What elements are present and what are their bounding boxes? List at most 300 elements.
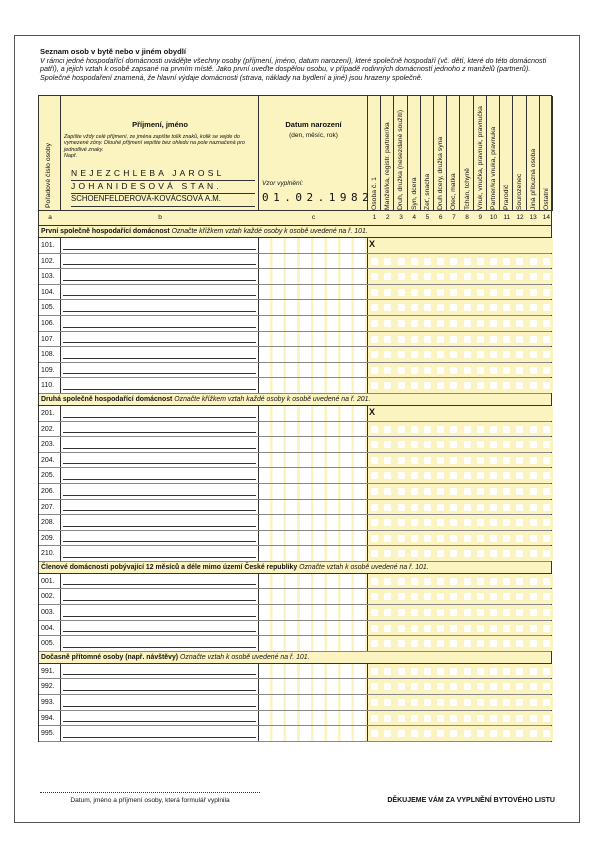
relation-checkbox[interactable] xyxy=(530,504,537,511)
relation-checkbox[interactable] xyxy=(398,457,405,464)
birthdate-field[interactable] xyxy=(259,453,368,468)
relation-checkbox[interactable] xyxy=(371,457,378,464)
relation-checkbox[interactable] xyxy=(516,367,523,374)
relation-checkbox[interactable] xyxy=(398,367,405,374)
relation-checkbox[interactable] xyxy=(411,367,418,374)
relation-checkbox[interactable] xyxy=(450,535,457,542)
relation-checkbox[interactable] xyxy=(530,367,537,374)
relation-checkbox[interactable] xyxy=(424,593,431,600)
relation-checkbox[interactable] xyxy=(450,320,457,327)
relation-checkbox[interactable] xyxy=(371,336,378,343)
relation-checkbox[interactable] xyxy=(543,273,550,280)
relation-checkbox[interactable] xyxy=(411,504,418,511)
birthdate-field[interactable] xyxy=(259,621,368,636)
birthdate-field[interactable] xyxy=(259,679,368,694)
relation-checkbox[interactable] xyxy=(503,258,510,265)
name-field[interactable] xyxy=(61,406,259,421)
relation-checkbox[interactable] xyxy=(411,683,418,690)
relation-checkbox[interactable] xyxy=(516,683,523,690)
relation-checkbox[interactable] xyxy=(411,519,418,526)
relation-checkbox[interactable] xyxy=(464,668,471,675)
relation-checkbox[interactable] xyxy=(530,699,537,706)
relation-checkbox[interactable] xyxy=(424,351,431,358)
relation-checkbox[interactable] xyxy=(450,668,457,675)
relation-checkbox[interactable] xyxy=(411,382,418,389)
relation-checkbox[interactable] xyxy=(464,699,471,706)
relation-checkbox[interactable] xyxy=(411,336,418,343)
relation-checkbox[interactable] xyxy=(477,289,484,296)
name-field[interactable] xyxy=(61,332,259,347)
relation-checkbox[interactable] xyxy=(464,382,471,389)
relation-checkbox[interactable] xyxy=(437,668,444,675)
relation-checkbox[interactable] xyxy=(530,668,537,675)
relation-checkbox[interactable] xyxy=(490,320,497,327)
relation-checkbox[interactable] xyxy=(371,535,378,542)
relation-checkbox[interactable] xyxy=(384,535,391,542)
name-field[interactable] xyxy=(61,636,259,651)
relation-checkbox[interactable] xyxy=(437,441,444,448)
relation-checkbox[interactable] xyxy=(490,609,497,616)
relation-checkbox[interactable] xyxy=(437,258,444,265)
relation-checkbox[interactable] xyxy=(530,550,537,557)
relation-checkbox[interactable] xyxy=(516,519,523,526)
name-field[interactable] xyxy=(61,621,259,636)
relation-checkbox[interactable] xyxy=(543,289,550,296)
relation-checkbox[interactable] xyxy=(437,382,444,389)
name-field[interactable] xyxy=(61,437,259,452)
relation-checkbox[interactable] xyxy=(516,382,523,389)
relation-checkbox[interactable] xyxy=(477,699,484,706)
relation-checkbox[interactable] xyxy=(424,609,431,616)
relation-checkbox[interactable] xyxy=(398,640,405,647)
relation-checkbox[interactable] xyxy=(384,367,391,374)
relation-checkbox[interactable] xyxy=(371,640,378,647)
relation-checkbox[interactable] xyxy=(437,550,444,557)
relation-checkbox[interactable] xyxy=(384,683,391,690)
relation-checkbox[interactable] xyxy=(530,683,537,690)
birthdate-field[interactable] xyxy=(259,437,368,452)
relation-checkbox[interactable] xyxy=(530,304,537,311)
relation-checkbox[interactable] xyxy=(371,683,378,690)
relation-checkbox[interactable] xyxy=(490,578,497,585)
relation-checkbox[interactable] xyxy=(503,683,510,690)
relation-checkbox[interactable] xyxy=(437,625,444,632)
birthdate-field[interactable] xyxy=(259,664,368,679)
relation-checkbox[interactable] xyxy=(490,382,497,389)
relation-checkbox[interactable] xyxy=(516,668,523,675)
relation-checkbox[interactable] xyxy=(437,367,444,374)
relation-checkbox[interactable] xyxy=(464,593,471,600)
relation-checkbox[interactable] xyxy=(437,351,444,358)
relation-checkbox[interactable] xyxy=(543,535,550,542)
relation-checkbox[interactable] xyxy=(490,289,497,296)
relation-checkbox[interactable] xyxy=(371,426,378,433)
relation-checkbox[interactable] xyxy=(424,457,431,464)
relation-checkbox[interactable] xyxy=(371,593,378,600)
relation-checkbox[interactable] xyxy=(516,320,523,327)
relation-checkbox[interactable] xyxy=(477,304,484,311)
relation-checkbox[interactable] xyxy=(398,578,405,585)
relation-checkbox[interactable] xyxy=(503,472,510,479)
relation-checkbox[interactable] xyxy=(437,320,444,327)
relation-checkbox[interactable] xyxy=(503,550,510,557)
relation-checkbox[interactable] xyxy=(543,640,550,647)
relation-checkbox[interactable] xyxy=(437,488,444,495)
name-field[interactable] xyxy=(61,711,259,726)
relation-checkbox[interactable] xyxy=(464,258,471,265)
relation-checkbox[interactable] xyxy=(450,625,457,632)
relation-checkbox[interactable] xyxy=(411,593,418,600)
relation-checkbox[interactable] xyxy=(424,683,431,690)
relation-checkbox[interactable] xyxy=(437,578,444,585)
relation-checkbox[interactable] xyxy=(477,609,484,616)
relation-checkbox[interactable] xyxy=(450,441,457,448)
relation-checkbox[interactable] xyxy=(437,640,444,647)
relation-checkbox[interactable] xyxy=(384,258,391,265)
relation-checkbox[interactable] xyxy=(450,730,457,737)
relation-checkbox[interactable] xyxy=(384,273,391,280)
relation-checkbox[interactable] xyxy=(543,472,550,479)
relation-checkbox[interactable] xyxy=(450,426,457,433)
relation-checkbox[interactable] xyxy=(437,457,444,464)
relation-checkbox[interactable] xyxy=(464,730,471,737)
relation-checkbox[interactable] xyxy=(398,258,405,265)
relation-checkbox[interactable] xyxy=(411,273,418,280)
relation-checkbox[interactable] xyxy=(384,441,391,448)
relation-checkbox[interactable] xyxy=(490,715,497,722)
relation-checkbox[interactable] xyxy=(411,668,418,675)
relation-checkbox[interactable] xyxy=(424,640,431,647)
relation-checkbox[interactable] xyxy=(530,488,537,495)
relation-checkbox[interactable] xyxy=(411,289,418,296)
relation-checkbox[interactable] xyxy=(411,640,418,647)
relation-checkbox[interactable] xyxy=(424,472,431,479)
relation-checkbox[interactable] xyxy=(384,640,391,647)
relation-checkbox[interactable] xyxy=(384,668,391,675)
relation-checkbox[interactable] xyxy=(464,426,471,433)
relation-checkbox[interactable] xyxy=(530,289,537,296)
birthdate-field[interactable] xyxy=(259,378,368,393)
relation-checkbox[interactable] xyxy=(503,273,510,280)
relation-checkbox[interactable] xyxy=(543,320,550,327)
relation-checkbox[interactable] xyxy=(398,625,405,632)
relation-checkbox[interactable] xyxy=(450,273,457,280)
relation-checkbox[interactable] xyxy=(437,609,444,616)
birthdate-field[interactable] xyxy=(259,589,368,604)
relation-checkbox[interactable] xyxy=(516,426,523,433)
relation-checkbox[interactable] xyxy=(543,625,550,632)
relation-checkbox[interactable] xyxy=(398,550,405,557)
relation-checkbox[interactable] xyxy=(384,457,391,464)
relation-checkbox[interactable] xyxy=(371,715,378,722)
relation-checkbox[interactable] xyxy=(398,441,405,448)
relation-checkbox[interactable] xyxy=(424,289,431,296)
birthdate-field[interactable] xyxy=(259,347,368,362)
birthdate-field[interactable] xyxy=(259,238,368,253)
relation-checkbox[interactable] xyxy=(490,730,497,737)
birthdate-field[interactable] xyxy=(259,695,368,710)
relation-checkbox[interactable] xyxy=(543,668,550,675)
relation-checkbox[interactable] xyxy=(530,715,537,722)
relation-checkbox[interactable] xyxy=(450,683,457,690)
relation-checkbox[interactable] xyxy=(543,593,550,600)
relation-checkbox[interactable] xyxy=(530,382,537,389)
relation-checkbox[interactable] xyxy=(450,578,457,585)
name-field[interactable] xyxy=(61,269,259,284)
relation-checkbox[interactable] xyxy=(516,441,523,448)
relation-checkbox[interactable] xyxy=(384,593,391,600)
relation-checkbox[interactable] xyxy=(424,699,431,706)
relation-checkbox[interactable] xyxy=(516,488,523,495)
relation-checkbox[interactable] xyxy=(543,367,550,374)
relation-checkbox[interactable] xyxy=(503,535,510,542)
relation-checkbox[interactable] xyxy=(530,457,537,464)
relation-checkbox[interactable] xyxy=(384,504,391,511)
relation-checkbox[interactable] xyxy=(516,625,523,632)
relation-checkbox[interactable] xyxy=(543,426,550,433)
relation-checkbox[interactable] xyxy=(450,519,457,526)
relation-checkbox[interactable] xyxy=(398,609,405,616)
relation-checkbox[interactable] xyxy=(490,625,497,632)
relation-checkbox[interactable] xyxy=(477,336,484,343)
name-field[interactable] xyxy=(61,453,259,468)
relation-checkbox[interactable] xyxy=(516,535,523,542)
relation-checkbox[interactable] xyxy=(490,668,497,675)
relation-checkbox[interactable] xyxy=(424,258,431,265)
name-field[interactable] xyxy=(61,500,259,515)
relation-checkbox[interactable] xyxy=(464,441,471,448)
relation-checkbox[interactable] xyxy=(503,382,510,389)
relation-checkbox[interactable] xyxy=(384,730,391,737)
relation-checkbox[interactable] xyxy=(464,457,471,464)
relation-checkbox[interactable] xyxy=(530,625,537,632)
relation-checkbox[interactable] xyxy=(477,441,484,448)
relation-checkbox[interactable] xyxy=(516,304,523,311)
relation-checkbox[interactable] xyxy=(437,426,444,433)
relation-checkbox[interactable] xyxy=(490,258,497,265)
relation-checkbox[interactable] xyxy=(503,304,510,311)
birthdate-field[interactable] xyxy=(259,300,368,315)
relation-checkbox[interactable] xyxy=(530,426,537,433)
name-field[interactable] xyxy=(61,605,259,620)
relation-checkbox[interactable] xyxy=(437,304,444,311)
relation-checkbox[interactable] xyxy=(384,289,391,296)
relation-checkbox[interactable] xyxy=(424,273,431,280)
relation-checkbox[interactable] xyxy=(543,683,550,690)
relation-checkbox[interactable] xyxy=(490,488,497,495)
relation-checkbox[interactable] xyxy=(371,320,378,327)
relation-checkbox[interactable] xyxy=(464,625,471,632)
relation-checkbox[interactable] xyxy=(503,457,510,464)
relation-checkbox[interactable] xyxy=(490,550,497,557)
relation-checkbox[interactable] xyxy=(464,640,471,647)
relation-checkbox[interactable] xyxy=(464,273,471,280)
relation-checkbox[interactable] xyxy=(543,519,550,526)
relation-checkbox[interactable] xyxy=(398,668,405,675)
relation-checkbox[interactable] xyxy=(411,625,418,632)
relation-checkbox[interactable] xyxy=(384,472,391,479)
relation-checkbox[interactable] xyxy=(384,382,391,389)
relation-checkbox[interactable] xyxy=(437,699,444,706)
birthdate-field[interactable] xyxy=(259,726,368,741)
relation-checkbox[interactable] xyxy=(437,472,444,479)
relation-checkbox[interactable] xyxy=(490,504,497,511)
birthdate-field[interactable] xyxy=(259,406,368,421)
name-field[interactable] xyxy=(61,422,259,437)
relation-checkbox[interactable] xyxy=(384,715,391,722)
relation-checkbox[interactable] xyxy=(411,550,418,557)
relation-checkbox[interactable] xyxy=(398,304,405,311)
relation-checkbox[interactable] xyxy=(424,426,431,433)
relation-checkbox[interactable] xyxy=(371,578,378,585)
relation-checkbox[interactable] xyxy=(477,504,484,511)
relation-checkbox[interactable] xyxy=(490,304,497,311)
relation-checkbox[interactable] xyxy=(490,273,497,280)
relation-checkbox[interactable] xyxy=(530,578,537,585)
relation-checkbox[interactable] xyxy=(450,609,457,616)
relation-checkbox[interactable] xyxy=(398,699,405,706)
relation-checkbox[interactable] xyxy=(424,715,431,722)
name-field[interactable] xyxy=(61,316,259,331)
relation-checkbox[interactable] xyxy=(411,304,418,311)
name-field[interactable] xyxy=(61,238,259,253)
relation-checkbox[interactable] xyxy=(464,336,471,343)
relation-checkbox[interactable] xyxy=(450,336,457,343)
relation-checkbox[interactable] xyxy=(477,351,484,358)
relation-checkbox[interactable] xyxy=(530,593,537,600)
name-field[interactable] xyxy=(61,589,259,604)
relation-checkbox[interactable] xyxy=(464,504,471,511)
relation-checkbox[interactable] xyxy=(411,258,418,265)
relation-checkbox[interactable] xyxy=(516,715,523,722)
relation-checkbox[interactable] xyxy=(411,426,418,433)
birthdate-field[interactable] xyxy=(259,363,368,378)
relation-checkbox[interactable] xyxy=(530,640,537,647)
relation-checkbox[interactable] xyxy=(464,289,471,296)
relation-checkbox[interactable] xyxy=(503,351,510,358)
relation-checkbox[interactable] xyxy=(371,289,378,296)
relation-checkbox[interactable] xyxy=(384,488,391,495)
relation-checkbox[interactable] xyxy=(398,519,405,526)
relation-checkbox[interactable] xyxy=(543,578,550,585)
relation-checkbox[interactable] xyxy=(490,683,497,690)
relation-checkbox[interactable] xyxy=(464,609,471,616)
name-field[interactable] xyxy=(61,347,259,362)
name-field[interactable] xyxy=(61,664,259,679)
relation-checkbox[interactable] xyxy=(384,699,391,706)
relation-checkbox[interactable] xyxy=(398,504,405,511)
relation-checkbox[interactable] xyxy=(543,382,550,389)
relation-checkbox[interactable] xyxy=(371,550,378,557)
relation-checkbox[interactable] xyxy=(477,715,484,722)
birthdate-field[interactable] xyxy=(259,285,368,300)
name-field[interactable] xyxy=(61,546,259,561)
relation-checkbox[interactable] xyxy=(450,699,457,706)
relation-checkbox[interactable] xyxy=(371,625,378,632)
relation-checkbox[interactable] xyxy=(384,320,391,327)
relation-checkbox[interactable] xyxy=(477,668,484,675)
relation-checkbox[interactable] xyxy=(503,426,510,433)
name-field[interactable] xyxy=(61,695,259,710)
relation-checkbox[interactable] xyxy=(371,382,378,389)
relation-checkbox[interactable] xyxy=(437,336,444,343)
relation-checkbox[interactable] xyxy=(411,699,418,706)
relation-checkbox[interactable] xyxy=(464,320,471,327)
birthdate-field[interactable] xyxy=(259,332,368,347)
relation-checkbox[interactable] xyxy=(503,336,510,343)
relation-checkbox[interactable] xyxy=(516,336,523,343)
relation-checkbox[interactable] xyxy=(371,668,378,675)
relation-checkbox[interactable] xyxy=(437,730,444,737)
relation-checkbox[interactable] xyxy=(424,578,431,585)
birthdate-field[interactable] xyxy=(259,636,368,651)
relation-checkbox[interactable] xyxy=(371,519,378,526)
relation-checkbox[interactable] xyxy=(450,488,457,495)
relation-checkbox[interactable] xyxy=(424,625,431,632)
relation-checkbox[interactable] xyxy=(516,457,523,464)
relation-checkbox[interactable] xyxy=(398,273,405,280)
relation-checkbox[interactable] xyxy=(477,382,484,389)
relation-checkbox[interactable] xyxy=(398,715,405,722)
relation-checkbox[interactable] xyxy=(450,472,457,479)
relation-checkbox[interactable] xyxy=(503,367,510,374)
relation-checkbox[interactable] xyxy=(543,488,550,495)
relation-checkbox[interactable] xyxy=(398,336,405,343)
relation-checkbox[interactable] xyxy=(490,472,497,479)
relation-checkbox[interactable] xyxy=(371,273,378,280)
relation-checkbox[interactable] xyxy=(398,320,405,327)
relation-checkbox[interactable] xyxy=(477,550,484,557)
relation-checkbox[interactable] xyxy=(450,457,457,464)
name-field[interactable] xyxy=(61,574,259,589)
relation-checkbox[interactable] xyxy=(490,351,497,358)
relation-checkbox[interactable] xyxy=(543,441,550,448)
relation-checkbox[interactable] xyxy=(530,730,537,737)
relation-checkbox[interactable] xyxy=(371,258,378,265)
relation-checkbox[interactable] xyxy=(437,683,444,690)
relation-checkbox[interactable] xyxy=(490,640,497,647)
relation-checkbox[interactable] xyxy=(530,609,537,616)
relation-checkbox[interactable] xyxy=(516,472,523,479)
relation-checkbox[interactable] xyxy=(398,472,405,479)
relation-checkbox[interactable] xyxy=(503,488,510,495)
relation-checkbox[interactable] xyxy=(543,730,550,737)
relation-checkbox[interactable] xyxy=(464,683,471,690)
relation-checkbox[interactable] xyxy=(543,336,550,343)
birthdate-field[interactable] xyxy=(259,605,368,620)
relation-checkbox[interactable] xyxy=(424,730,431,737)
relation-checkbox[interactable] xyxy=(411,488,418,495)
birthdate-field[interactable] xyxy=(259,269,368,284)
relation-checkbox[interactable] xyxy=(384,304,391,311)
name-field[interactable] xyxy=(61,254,259,269)
relation-checkbox[interactable] xyxy=(371,441,378,448)
relation-checkbox[interactable] xyxy=(424,304,431,311)
name-field[interactable] xyxy=(61,726,259,741)
relation-checkbox[interactable] xyxy=(437,273,444,280)
relation-checkbox[interactable] xyxy=(477,730,484,737)
relation-checkbox[interactable] xyxy=(411,535,418,542)
relation-checkbox[interactable] xyxy=(464,715,471,722)
relation-checkbox[interactable] xyxy=(503,289,510,296)
relation-checkbox[interactable] xyxy=(477,593,484,600)
relation-checkbox[interactable] xyxy=(450,550,457,557)
relation-checkbox[interactable] xyxy=(477,258,484,265)
name-field[interactable] xyxy=(61,484,259,499)
relation-checkbox[interactable] xyxy=(503,504,510,511)
relation-checkbox[interactable] xyxy=(411,457,418,464)
relation-checkbox[interactable] xyxy=(398,289,405,296)
